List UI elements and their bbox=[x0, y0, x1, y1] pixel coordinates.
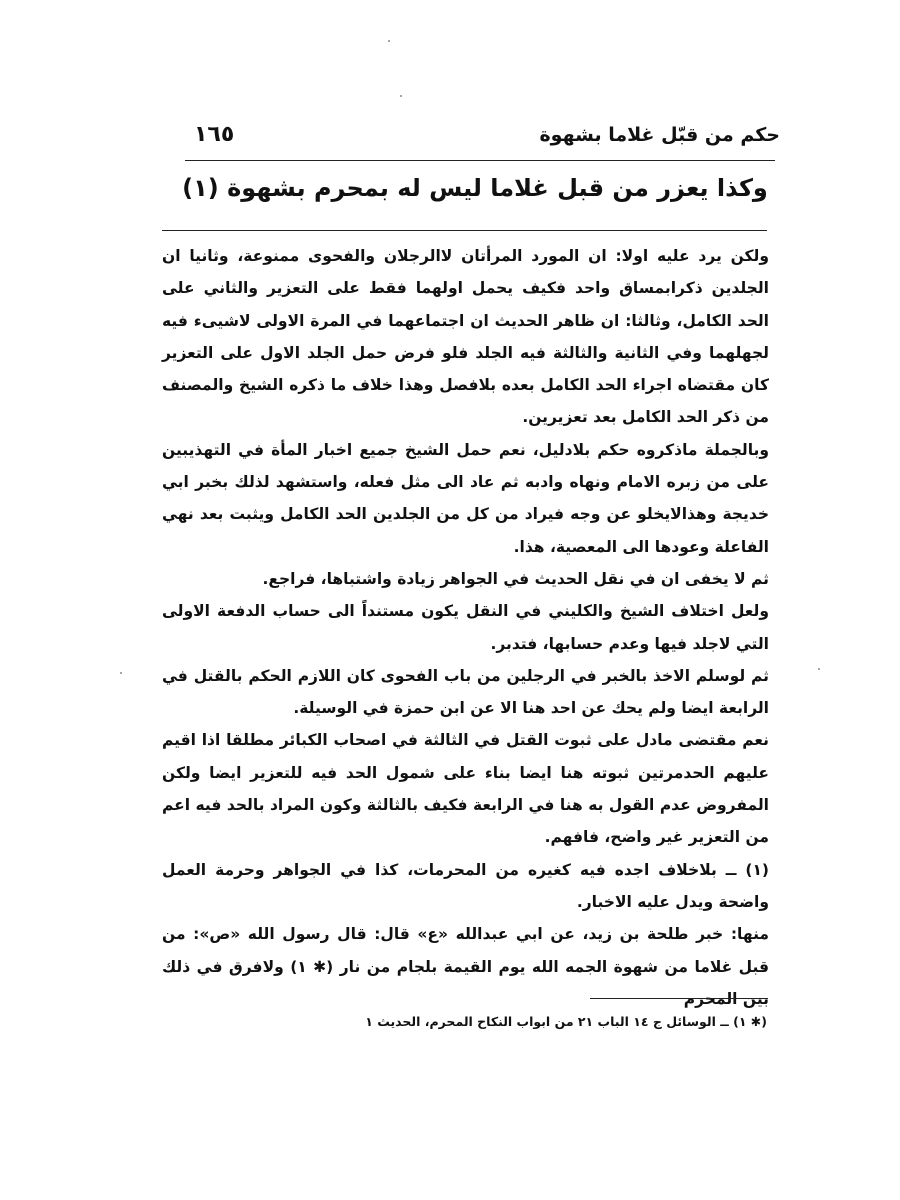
paragraph-2: وبالجملة ماذكروه حكم بلادليل، نعم حمل الشيخ جميع اخبار المأة في التهذيبين على من زبره الامام ونهاه وادبه ثم عاد الى مثل فعله، واستشهد لذلك بخبر ابي خديجة وهذالايخلو عن وجه فيراد من كل من الجلدين الحد الكامل ويثبت بعد نهي الفاعلة وعودها الى المعصية، هذا. bbox=[162, 440, 769, 556]
running-title: حكم من قبّل غلاما بشهوة bbox=[539, 124, 780, 146]
scan-speck bbox=[388, 40, 390, 42]
heading-rule bbox=[162, 230, 767, 231]
scan-speck bbox=[818, 668, 820, 670]
footnote-rule bbox=[590, 998, 768, 999]
section-heading: وكذا يعزر من قبل غلاما ليس له بمحرم بشهوة (١) bbox=[182, 174, 768, 202]
header-rule bbox=[185, 160, 775, 161]
body-text bbox=[162, 240, 769, 1015]
paragraph-4: ولعل اختلاف الشيخ والكليني في النقل يكون مستنداً الى حساب الدفعة الاولى التي لاجلد فيها وعدم حسابها، فتدبر. bbox=[162, 602, 769, 653]
paragraph-1: ولكن يرد عليه اولا: ان المورد المرأتان لاالرجلان والفحوى ممنوعة، وثانيا ان الجلدين ذكرابمساق واحد فكيف يحمل اولهما فقط على التعزير والثاني على الحد الكامل، وثالثا: ان ظاهر الحديث ان اجتماعهما في المرة الاولى لاشيىء فيه لجهلهما وفي الثانية والثالثة فيه الجلد فلو فرض حمل الجلد الاول على التعزير كان مقتضاه اجراء الحد الكامل بعده بلافصل وهذا خلاف ما ذكره الشيخ والمصنف من ذكر الحد الكامل بعد تعزيرين. bbox=[162, 247, 769, 427]
scan-speck bbox=[120, 672, 122, 674]
paragraph-3: ثم لا يخفى ان في نقل الحديث في الجواهر زيادة واشتباها، فراجع. bbox=[262, 569, 769, 588]
paragraph-6: نعم مقتضى مادل على ثبوت القتل في الثالثة في اصحاب الكبائر مطلقا اذا اقيم عليهم الحدمرتين ثبوته هنا ايضا بناء على شمول الحد فيه للتعزير ايضا ولكن المفروض عدم القول به هنا في الرابعة فكيف بالثالثة وكون المراد بالحد فيه اعم من التعزير غير واضح، فافهم. bbox=[162, 731, 769, 847]
paragraph-5: ثم لوسلم الاخذ بالخبر في الرجلين من باب الفحوى كان اللازم الحكم بالقتل في الرابعة ايضا ولم يحك عن احد هنا الا عن ابن حمزة في الوسيلة. bbox=[162, 666, 769, 718]
scan-speck bbox=[400, 95, 402, 97]
paragraph-8: منها: خبر طلحة بن زيد، عن ابي عبدالله «ع» قال: قال رسول الله «ص»: من قبل غلاما من شهوة الجمه الله يوم القيمة بلجام من نار (✱ ١) ولافرق في ذلك بين المحرم bbox=[162, 925, 769, 1008]
paragraph-7-note: (١) ــ بلاخلاف اجده فيه كغيره من المحرمات، كذا في الجواهر وحرمة العمل واضحة ويدل عليه الاخبار. bbox=[162, 860, 769, 911]
page-number: ١٦٥ bbox=[194, 122, 235, 147]
footnote: (✱ ١) ــ الوسائل ج ١٤ الباب ٢١ من ابواب النكاح المحرم، الحديث ١ bbox=[365, 1014, 767, 1029]
running-header bbox=[180, 118, 780, 158]
